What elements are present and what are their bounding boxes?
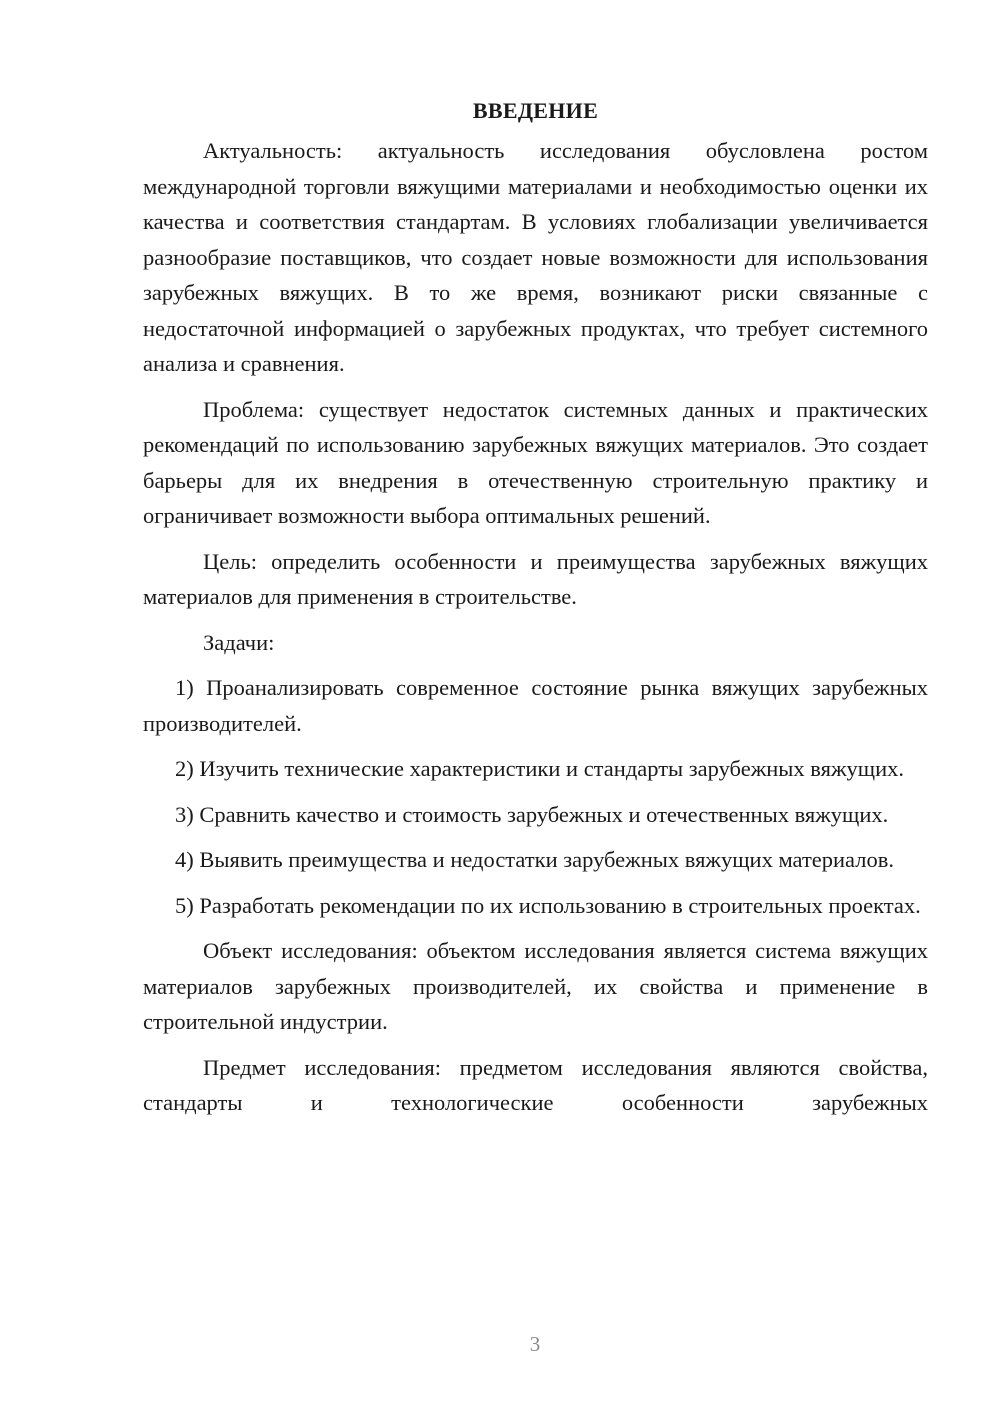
goal-paragraph: Цель: определить особенности и преимущества зарубежных вяжущих материалов для применения в строительстве. [143,548,928,609]
page-title: ВВЕДЕНИЕ [472,98,599,123]
document-page [143,93,928,1131]
task-item-2: 2) Изучить технические характеристики и стандарты зарубежных вяжущих. [175,756,904,781]
subject-paragraph: Предмет исследования: предметом исследования являются свойства, стандарты и технологические особенности зарубежных [143,1054,928,1115]
tasks-list [143,670,928,923]
tasks-label: Задачи: [203,629,275,655]
task-item-1: 1) Проанализировать современное состояние рынка вяжущих зарубежных производителей. [143,675,928,736]
task-item-5: 5) Разработать рекомендации по их использованию в строительных проектах. [175,892,921,918]
relevance-paragraph: Актуальность: актуальность исследования обусловлена ростом международной торговли вяжущими материалами и необходимостью оценки их качества и соответствия стандартам. В условиях глобализации увеличивается разнообразие поставщиков, что создает новые возможности для использования зарубежных вяжущих. В то же время, возникают риски связанные с недостаточной информацией о зарубежных продуктах, что требует системного анализа и сравнения. [143,138,928,376]
task-item-4: 4) Выявить преимущества и недостатки зарубежных вяжущих материалов. [175,847,894,872]
object-paragraph: Объект исследования: объектом исследования является система вяжущих материалов зарубежных производителей, их свойства и применение в строительной индустрии. [143,938,928,1034]
task-item-3: 3) Сравнить качество и стоимость зарубежных и отечественных вяжущих. [175,801,889,827]
problem-paragraph: Проблема: существует недостаток системных данных и практических рекомендаций по использованию зарубежных вяжущих материалов. Это создает барьеры для их внедрения в отечественную строительную практику и ограничивает возможности выбора оптимальных решений. [143,396,928,528]
page-number: 3 [529,1332,541,1356]
